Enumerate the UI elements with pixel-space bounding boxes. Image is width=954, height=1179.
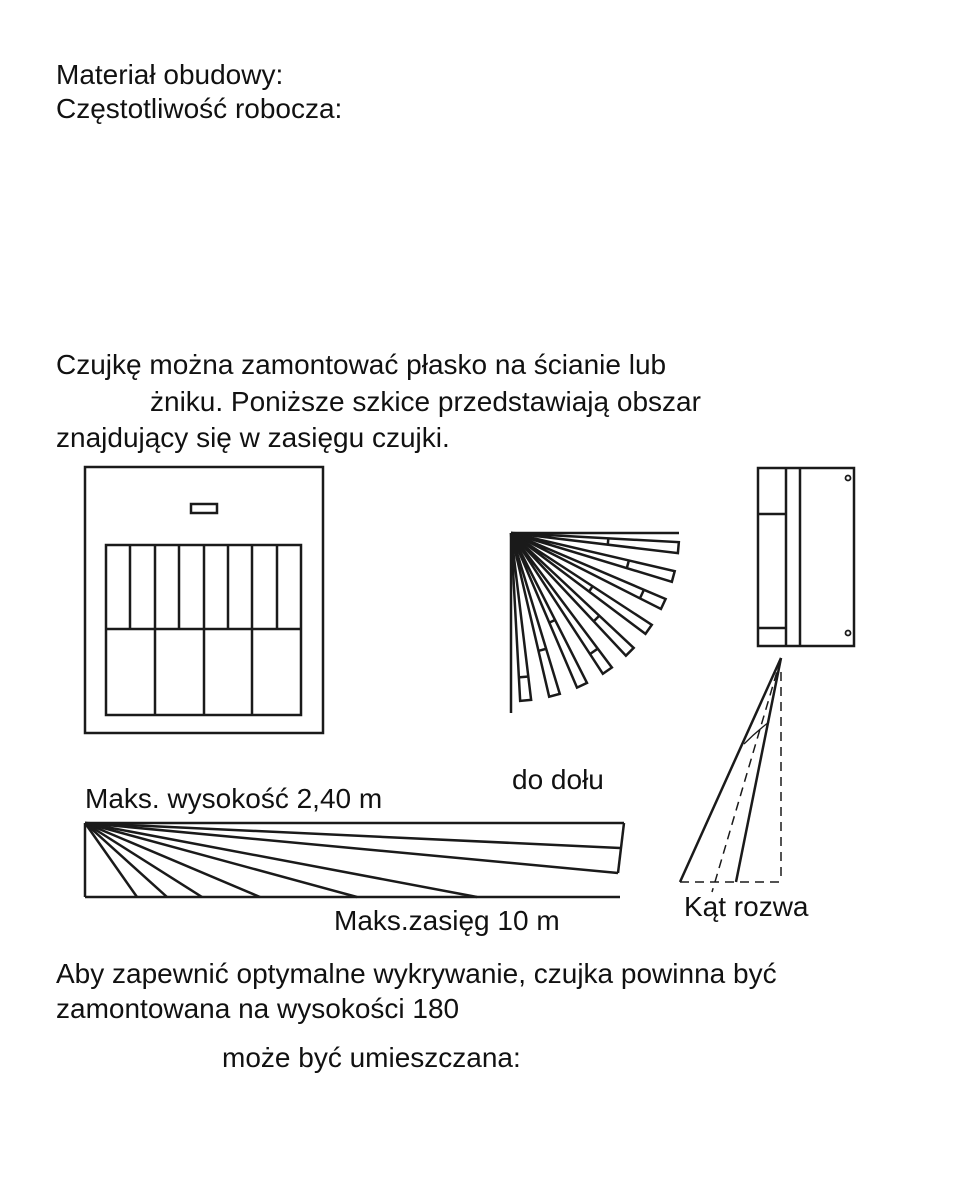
footer-line-3: może być umieszczana:	[222, 1042, 521, 1073]
fan-beam-tick	[589, 587, 592, 591]
fan-beam-tick	[594, 616, 598, 620]
mounting-line-1: Czujkę można zamontować płasko na ścianie lub	[56, 349, 667, 380]
fan-beam-tick	[520, 677, 528, 678]
fan-beam	[511, 533, 587, 688]
fan-beam-tick	[591, 649, 597, 653]
footer-line-1: Aby zapewnić optymalne wykrywanie, czujka powinna być	[56, 958, 777, 989]
max-height-label: Maks. wysokość 2,40 m	[85, 783, 383, 814]
housing-material-label: Materiał obudowy:	[56, 59, 284, 90]
max-range-label: Maks.zasięg 10 m	[334, 905, 560, 936]
fan-beam-tick	[539, 649, 545, 651]
operating-frequency-label: Częstotliwość robocza:	[56, 93, 343, 124]
range-side-view	[82, 818, 630, 902]
fan-beam-tick	[640, 591, 643, 598]
fan-beam-tick	[550, 620, 555, 622]
upper-segment-lines	[130, 545, 277, 629]
fan-beam-tick	[627, 561, 629, 567]
angle-label: Kąt rozwa	[684, 891, 809, 922]
vertical-detection-cone	[672, 652, 792, 897]
coverage-fan-top-view	[505, 525, 685, 720]
fan-beam	[511, 533, 666, 609]
footer-line-2: zamontowana na wysokości 180	[56, 993, 460, 1024]
detector-front-view	[80, 462, 330, 742]
mounting-line-3: znajdujący się w zasięgu czujki.	[56, 422, 450, 453]
lower-segment-lines	[155, 629, 252, 715]
down-label: do dołu	[512, 764, 604, 795]
detector-side-view	[752, 462, 864, 652]
mounting-line-2: żniku. Poniższe szkice przedstawiają obszar	[150, 386, 701, 417]
